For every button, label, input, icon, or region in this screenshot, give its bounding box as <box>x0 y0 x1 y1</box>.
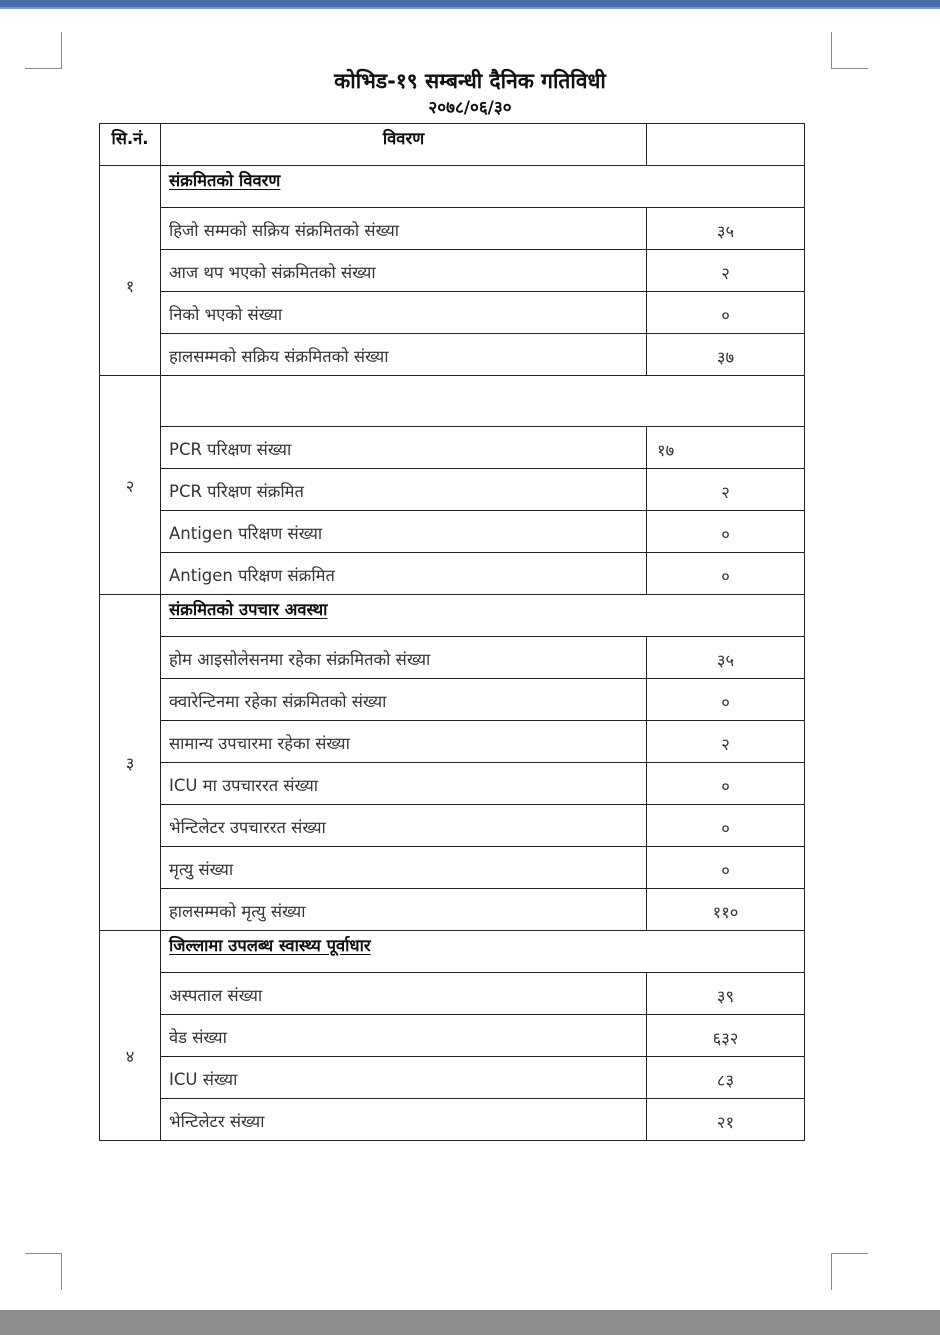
row-label: होम आइसोलेसनमा रहेका संक्रमितको संख्या <box>161 637 647 679</box>
section-heading-row <box>100 376 805 427</box>
row-value: ० <box>647 292 805 334</box>
table-row <box>100 292 805 334</box>
row-value: २१ <box>647 1099 805 1141</box>
header-value <box>647 124 805 166</box>
row-value: ३५ <box>647 208 805 250</box>
table-row <box>100 805 805 847</box>
table-row <box>100 1057 805 1099</box>
row-label: हिजो सम्मको सक्रिय संक्रमितको संख्या <box>161 208 647 250</box>
row-value: ० <box>647 847 805 889</box>
crop-mark-top-right <box>831 32 868 69</box>
serial-number-cell: १ <box>100 166 161 376</box>
row-label: Antigen परिक्षण संख्या <box>161 511 647 553</box>
crop-mark-bottom-right <box>831 1253 868 1290</box>
section-heading-text: संक्रमितको विवरण <box>169 171 281 190</box>
row-label: आज थप भएको संक्रमितको संख्या <box>161 250 647 292</box>
window-top-border <box>0 7 940 9</box>
row-value: ० <box>647 763 805 805</box>
table-row <box>100 763 805 805</box>
serial-number-cell: २ <box>100 376 161 595</box>
table-row <box>100 250 805 292</box>
section-heading <box>161 376 805 427</box>
section-heading <box>161 166 805 208</box>
section-heading-text: संक्रमितको उपचार अवस्था <box>169 600 328 619</box>
table-header-row <box>100 124 805 166</box>
header-description: विवरण <box>161 124 647 166</box>
document-title: कोभिड-१९ सम्बन्धी दैनिक गतिविधी <box>334 69 606 93</box>
section-heading-row <box>100 931 805 973</box>
row-label: ICU संख्या <box>161 1057 647 1099</box>
crop-mark-bottom-left <box>25 1253 62 1290</box>
row-value: ० <box>647 511 805 553</box>
table-row <box>100 721 805 763</box>
row-label: क्वारेन्टिनमा रहेका संक्रमितको संख्या <box>161 679 647 721</box>
covid-activity-table <box>99 123 805 1141</box>
row-label: निको भएको संख्या <box>161 292 647 334</box>
section-heading-row <box>100 595 805 637</box>
table-row <box>100 334 805 376</box>
window-top-bar <box>0 0 940 7</box>
table-row <box>100 427 805 469</box>
row-value: २ <box>647 721 805 763</box>
serial-number-cell: ३ <box>100 595 161 931</box>
row-value: १७ <box>647 427 805 469</box>
row-value: ११० <box>647 889 805 931</box>
row-label: Antigen परिक्षण संक्रमित <box>161 553 647 595</box>
section-heading-text: जिल्लामा उपलब्ध स्वास्थ्य पूर्वाधार <box>169 936 371 955</box>
table-row <box>100 679 805 721</box>
row-label: PCR परिक्षण संख्या <box>161 427 647 469</box>
table-row <box>100 973 805 1015</box>
table-row <box>100 469 805 511</box>
table-row <box>100 1099 805 1141</box>
window-bottom-bar <box>0 1310 940 1335</box>
table-row <box>100 511 805 553</box>
row-label: भेन्टिलेटर संख्या <box>161 1099 647 1141</box>
row-label: PCR परिक्षण संक्रमित <box>161 469 647 511</box>
row-value: ० <box>647 679 805 721</box>
table-row <box>100 1015 805 1057</box>
row-value: ० <box>647 553 805 595</box>
table-row <box>100 553 805 595</box>
header-sn: सि.नं. <box>100 124 161 166</box>
crop-mark-top-left <box>25 32 62 69</box>
serial-number-cell: ४ <box>100 931 161 1141</box>
row-value: ३९ <box>647 973 805 1015</box>
row-label: अस्पताल संख्या <box>161 973 647 1015</box>
row-value: ३७ <box>647 334 805 376</box>
section-heading <box>161 595 805 637</box>
row-value: ६३२ <box>647 1015 805 1057</box>
row-value: ० <box>647 805 805 847</box>
document-date: २०७८/०६/३० <box>428 98 512 118</box>
table-row <box>100 637 805 679</box>
row-label: सामान्य उपचारमा रहेका संख्या <box>161 721 647 763</box>
row-label: हालसम्मको मृत्यु संख्या <box>161 889 647 931</box>
section-heading-row <box>100 166 805 208</box>
row-label: वेड संख्या <box>161 1015 647 1057</box>
table-row <box>100 208 805 250</box>
row-value: ३५ <box>647 637 805 679</box>
row-label: हालसम्मको सक्रिय संक्रमितको संख्या <box>161 334 647 376</box>
row-label: ICU मा उपचाररत संख्या <box>161 763 647 805</box>
table-row <box>100 847 805 889</box>
table-row <box>100 889 805 931</box>
row-value: २ <box>647 469 805 511</box>
row-value: ८३ <box>647 1057 805 1099</box>
section-heading <box>161 931 805 973</box>
row-label: मृत्यु संख्या <box>161 847 647 889</box>
row-value: २ <box>647 250 805 292</box>
row-label: भेन्टिलेटर उपचाररत संख्या <box>161 805 647 847</box>
